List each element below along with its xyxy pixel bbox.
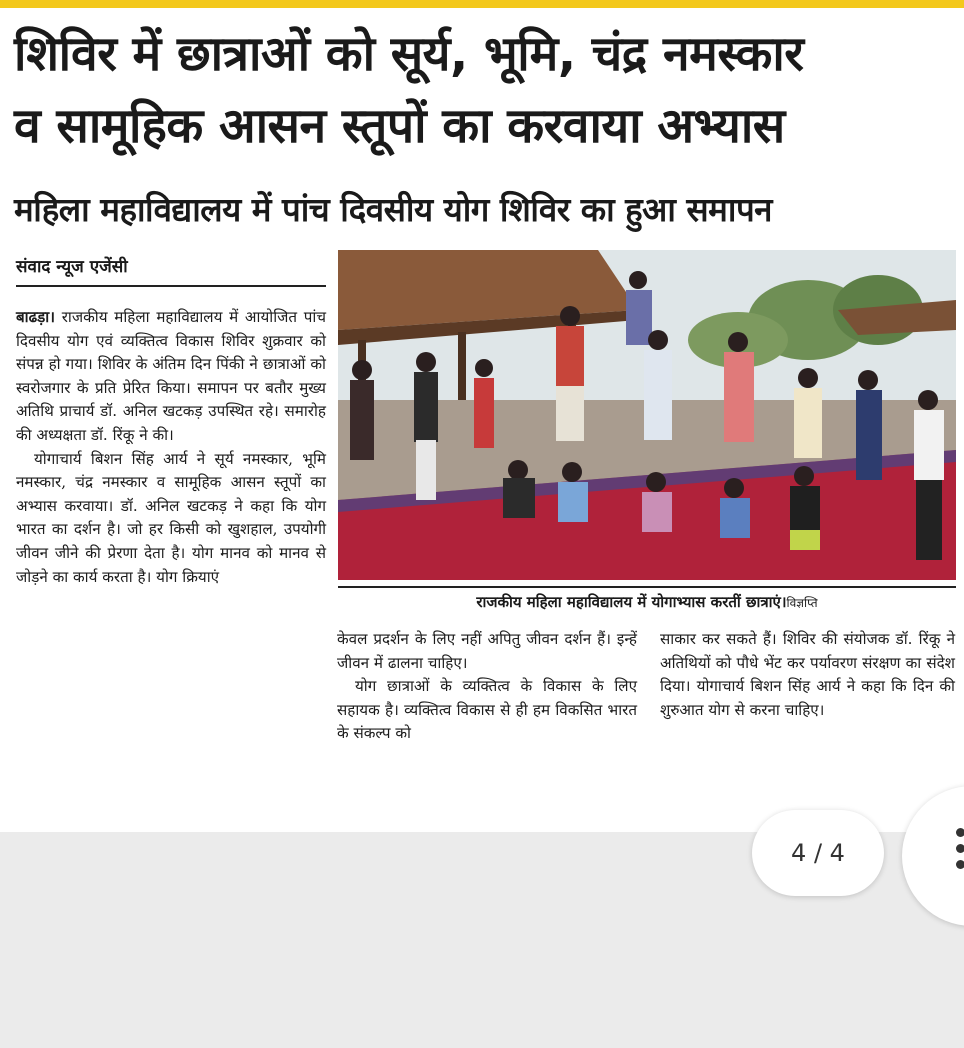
yoga-group-photo — [338, 250, 956, 580]
article-photo — [338, 250, 956, 580]
photo-credit: विज्ञप्ति — [786, 596, 818, 610]
photo-caption — [338, 592, 956, 612]
caption-rule — [338, 586, 956, 588]
headline-line-2: व सामूहिक आसन स्तूपों का करवाया अभ्यास — [14, 98, 785, 154]
paragraph-1: राजकीय महिला महाविद्यालय में आयोजित पांच दिवसीय योग एवं व्यक्तित्व विकास शिविर शुक्रवार को संपन्न हो गया। शिविर के अंतिम दिन पिंकी ने छात्राओं को स्वरोजगार के प्रति प्रेरित किया। समापन पर बतौर मुख्य अतिथि प्राचार्य डॉ. अनिल खटकड़ उपस्थित रहे। समारोह की अध्यक्षता डॉ. रिंकू ने की। — [16, 308, 326, 444]
headline-line-1: शिविर में छात्राओं को सूर्य, भूमि, चंद्र नमस्कार — [14, 26, 804, 82]
article-column-2 — [337, 628, 637, 746]
top-stripe — [0, 0, 964, 8]
byline: संवाद न्यूज एजेंसी — [16, 254, 326, 287]
dateline: बाढड़ा। — [16, 308, 55, 326]
article-column-3 — [660, 628, 955, 722]
paragraph-5: साकार कर सकते हैं। शिविर की संयोजक डॉ. रिंकू ने अतिथियों को पौधे भेंट कर पर्यावरण संरक्षण का संदेश दिया। योगाचार्य बिशन सिंह आर्य ने कहा कि दिन की शुरुआत योग से करना चाहिए। — [660, 630, 955, 719]
headline — [14, 18, 954, 162]
article-column-1 — [16, 306, 326, 589]
paragraph-2: योगाचार्य बिशन सिंह आर्य ने सूर्य नमस्कार, भूमि नमस्कार, चंद्र नमस्कार व सामूहिक आसन स्तूपों का अभ्यास करवाया। डॉ. अनिल खटकड़ ने कहा कि योग भारत का दर्शन है। जो हर किसी को खुशहाल, उपयोगी जीवन जीने की प्रेरणा देता है। योग मानव को मानव से जोड़ने का कार्य करता है। योग क्रियाएं — [16, 449, 326, 586]
subheadline: महिला महाविद्यालय में पांच दिवसीय योग शिविर का हुआ समापन — [14, 190, 772, 229]
paragraph-4: योग छात्राओं के व्यक्तित्व के विकास के लिए सहायक है। व्यक्तित्व विकास से ही हम विकसित भारत के संकल्प को — [337, 677, 637, 743]
page-indicator: 4 / 4 — [752, 810, 884, 896]
paragraph-3: केवल प्रदर्शन के लिए नहीं अपितु जीवन दर्शन हैं। इन्हें जीवन में ढालना चाहिए। — [337, 630, 637, 672]
photo-caption-text: राजकीय महिला महाविद्यालय में योगाभ्यास करतीं छात्राएं। — [476, 593, 787, 611]
